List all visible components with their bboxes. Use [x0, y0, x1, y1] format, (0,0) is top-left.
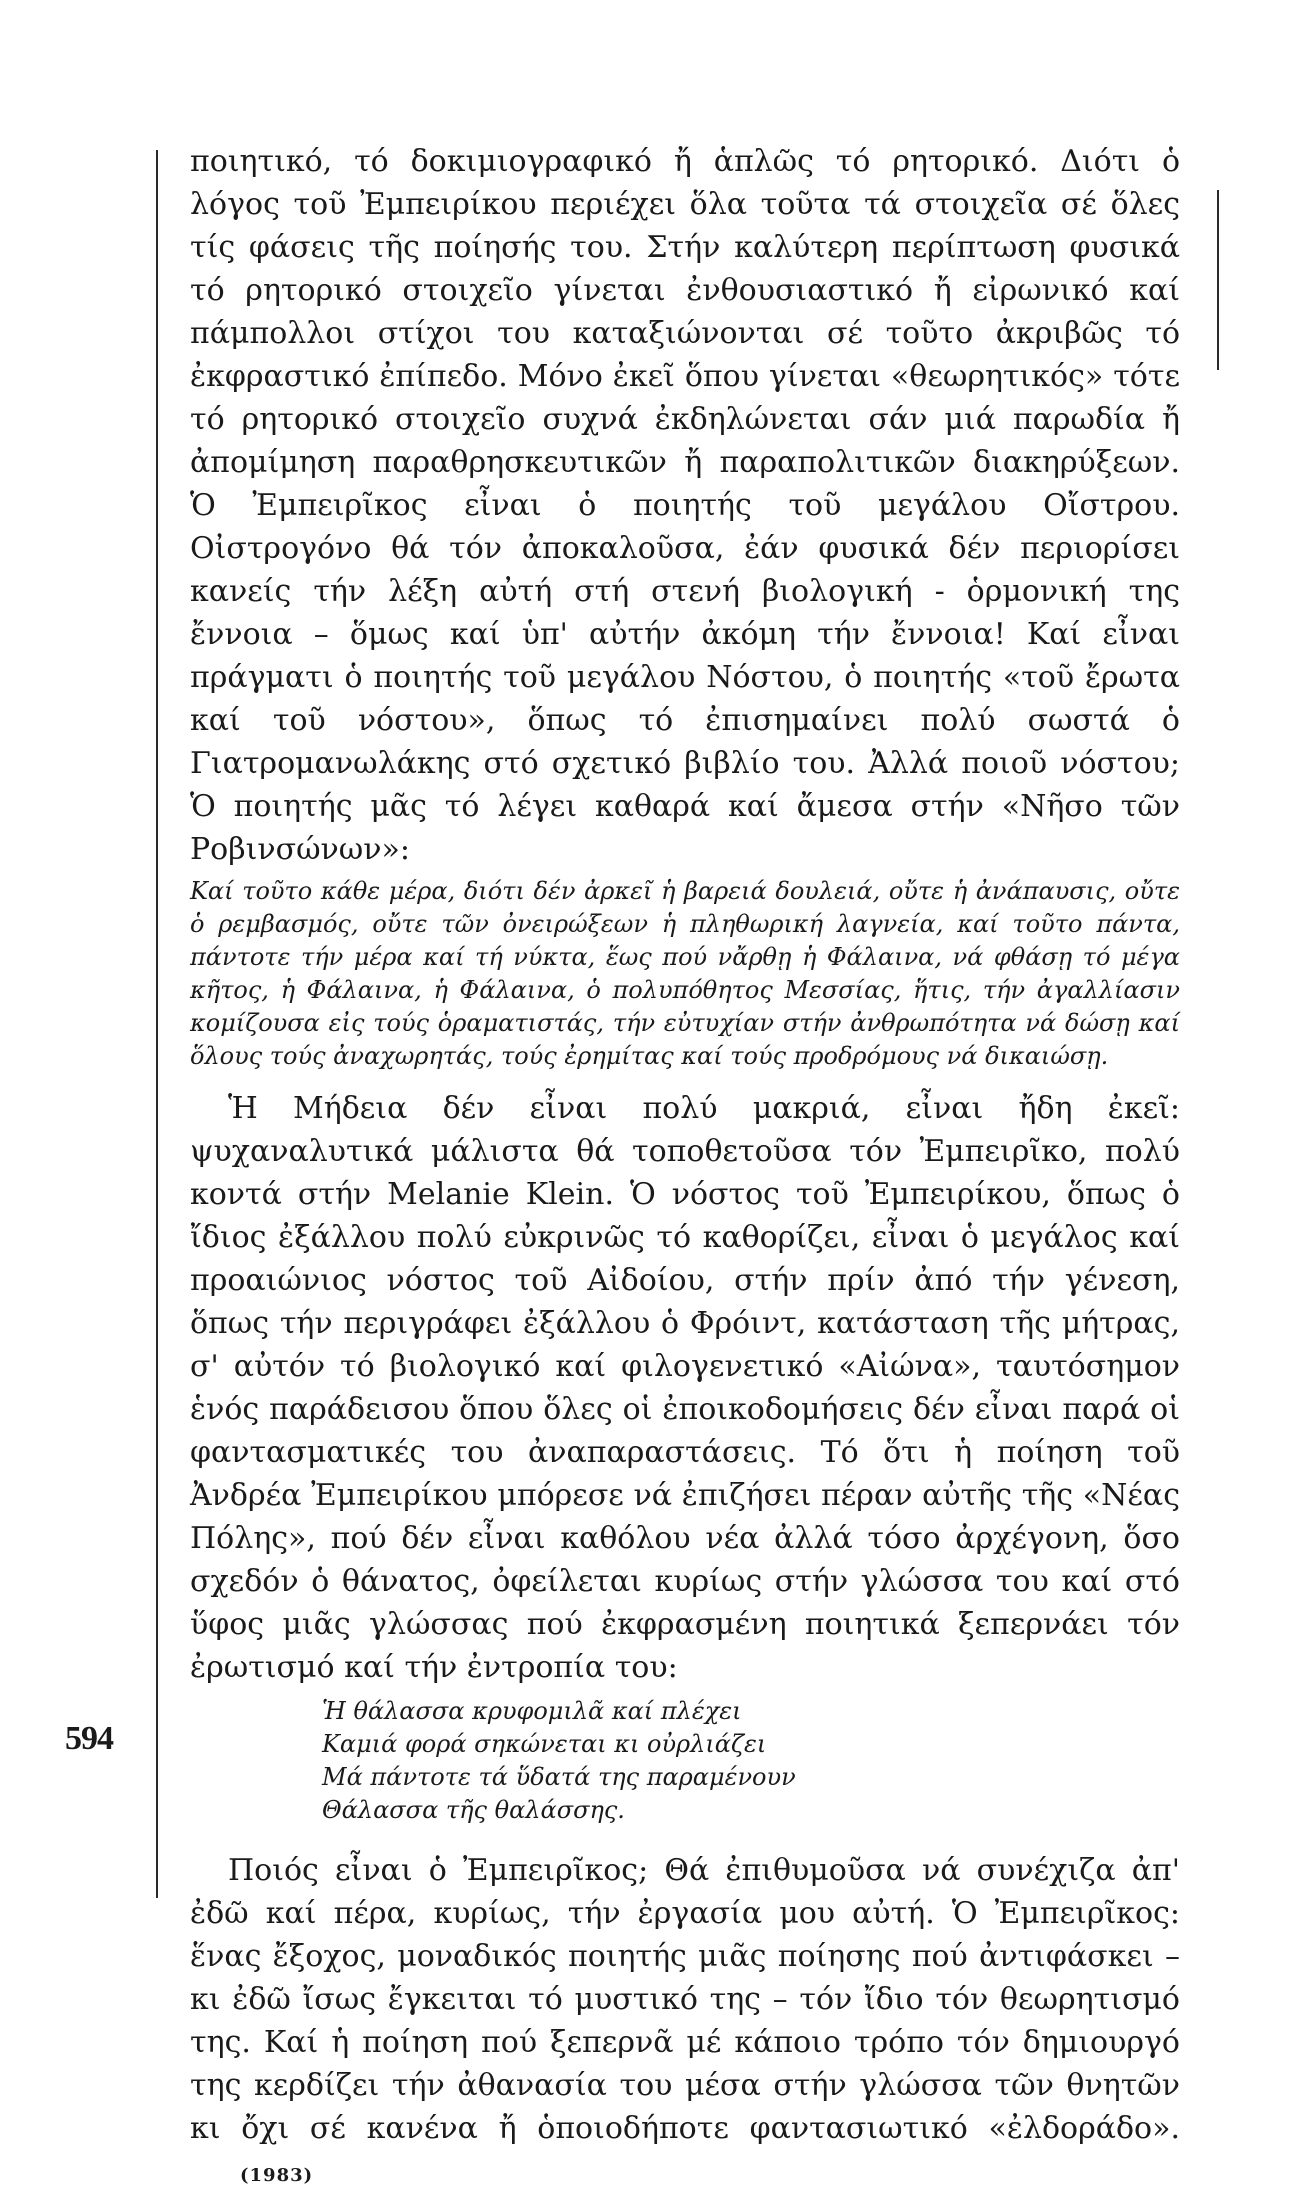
paragraph-2: Ἡ Μήδεια δέν εἶναι πολύ μακριά, εἶναι ἤδη ἐκεῖ: ψυχαναλυτικά μάλιστα θά τοποθετοῦσα τόν Ἐμπειρῖκο, πολύ κοντά στήν Melanie Klein. Ὁ νόστος τοῦ Ἐμπειρίκου, ὅπως ὁ ἴδιος ἐξάλλου πολύ εὐκρινῶς τό καθορίζει, εἶναι ὁ μεγάλος καί προαιώνιος νόστος τοῦ Αἰδοίου, στήν πρίν ἀπό τήν γένεση, ὅπως τήν περιγράφει ἐξάλλου ὁ Φρόιντ, κατάσταση τῆς μήτρας, σ' αὐτόν τό βιολογικό καί φιλογενετικό «Αἰώνα», ταυτόσημον ἑνός παράδεισου ὅπου ὅλες οἱ ἐποικοδομήσεις δέν εἶναι παρά οἱ φαντασματικές του ἀναπαραστάσεις. Τό ὅτι ἡ ποίηση τοῦ Ἀνδρέα Ἐμπειρίκου μπόρεσε νά ἐπιζήσει πέραν αὐτῆς τῆς «Νέας Πόλης», πού δέν εἶναι καθόλου νέα ἀλλά τόσο ἀρχέγονη, ὅσο σχεδόν ὁ θάνατος, ὀφείλεται κυρίως στήν γλώσσα του καί στό ὕφος μιᾶς γλώσσας πού ἐκφρασμένη ποιητικά ξεπερνάει τόν ἐρωτισμό καί τήν ἐντροπία του: [190, 1091, 1180, 1685]
paragraph-1: ποιητικό, τό δοκιμιογραφικό ἤ ἁπλῶς τό ρητορικό. Διότι ὁ λόγος τοῦ Ἐμπειρίκου περιέχει ὅλα τοῦτα τά στοιχεῖα σέ ὅλες τίς φάσεις τῆς ποίησής του. Στήν καλύτερη περίπτωση φυσικά τό ρητορικό στοιχεῖο γίνεται ἐνθουσιαστικό ἤ εἰρωνικό καί πάμπολλοι στίχοι του καταξιώνονται σέ τοῦτο ἀκριβῶς τό ἐκφραστικό ἐπίπεδο. Μόνο ἐκεῖ ὅπου γίνεται «θεωρητικός» τότε τό ρητορικό στοιχεῖο συχνά ἐκδηλώνεται σάν μιά παρωδία ἤ ἀπομίμηση παραθρησκευτικῶν ἤ παραπολιτικῶν διακηρύξεων. Ὁ Ἐμπειρῖκος εἶναι ὁ ποιητής τοῦ μεγάλου Οἴστρου. Οἰστρογόνο θά τόν ἀποκαλοῦσα, ἐάν φυσικά δέν περιορίσει κανείς τήν λέξη αὐτή στή στενή βιολογική - ὁρμονική της ἔννοια – ὅμως καί ὑπ' αὐτήν ἀκόμη τήν ἔννοια! Καί εἶναι πράγματι ὁ ποιητής τοῦ μεγάλου Νόστου, ὁ ποιητής «τοῦ ἔρωτα καί τοῦ νόστου», ὅπως τό ἐπισημαίνει πολύ σωστά ὁ Γιατρομανωλάκης στό σχετικό βιβλίο του. Ἀλλά ποιοῦ νόστου; Ὁ ποιητής μᾶς τό λέγει καθαρά καί ἄμεσα στήν «Νῆσο τῶν Ροβινσώνων»: [190, 144, 1180, 867]
date-stamp: (1983) [240, 2165, 314, 2186]
page-number: 594 [65, 1720, 113, 1757]
left-margin-rule [156, 150, 158, 1898]
main-text [190, 140, 1180, 2197]
poem-line: Θάλασσα τῆς θαλάσσης. [322, 1796, 625, 1824]
poem-line: Ἡ θάλασσα κρυφομιλᾶ καί πλέχει [322, 1697, 742, 1725]
quoted-poem [322, 1695, 1180, 1827]
poem-line: Μά πάντοτε τά ὕδατά της παραμένουν [322, 1763, 796, 1791]
paragraph-3 [190, 1849, 1180, 2197]
quoted-prose: Καί τοῦτο κάθε μέρα, διότι δέν ἀρκεῖ ἡ βαρειά δουλειά, οὔτε ἡ ἀνάπαυσις, οὔτε ὁ ρεμβασμός, οὔτε τῶν ὀνειρώξεων ἡ πληθωρική λαγνεία, καί τοῦτο πάντα, πάντοτε τήν μέρα καί τή νύκτα, ἕως πού νἄρθῃ ἡ Φάλαινα, νά φθάσῃ τό μέγα κῆτος, ἡ Φάλαινα, ἡ Φάλαινα, ὁ πολυπόθητος Μεσσίας, ἥτις, τήν ἀγαλλίασιν κομίζουσα εἰς τούς ὁραματιστάς, τήν εὐτυχίαν στήν ἀνθρωπότητα νά δώσῃ καί ὅλους τούς ἀναχωρητάς, τούς ἐρημίτας καί τούς προδρόμους νά δικαιώσῃ. [190, 877, 1180, 1070]
right-margin-rule [1217, 190, 1219, 370]
paragraph-3-text: Ποιός εἶναι ὁ Ἐμπειρῖκος; Θά ἐπιθυμοῦσα νά συνέχιζα ἀπ' ἐδῶ καί πέρα, κυρίως, τήν ἐργασία μου αὐτή. Ὁ Ἐμπειρῖκος: ἕνας ἔξοχος, μοναδικός ποιητής μιᾶς ποίησης πού ἀντιφάσκει – κι ἐδῶ ἴσως ἔγκειται τό μυστικό της – τόν ἴδιο τόν θεωρητισμό της. Καί ἡ ποίηση πού ξεπερνᾶ μέ κάποιο τρόπο τόν δημιουργό της κερδίζει τήν ἀθανασία του μέσα στήν γλώσσα τῶν θνητῶν κι ὄχι σέ κανένα ἤ ὁποιοδήποτε φαντασιωτικό «ἐλδοράδο». [190, 1853, 1180, 2146]
poem-line: Καμιά φορά σηκώνεται κι οὐρλιάζει [322, 1730, 767, 1758]
